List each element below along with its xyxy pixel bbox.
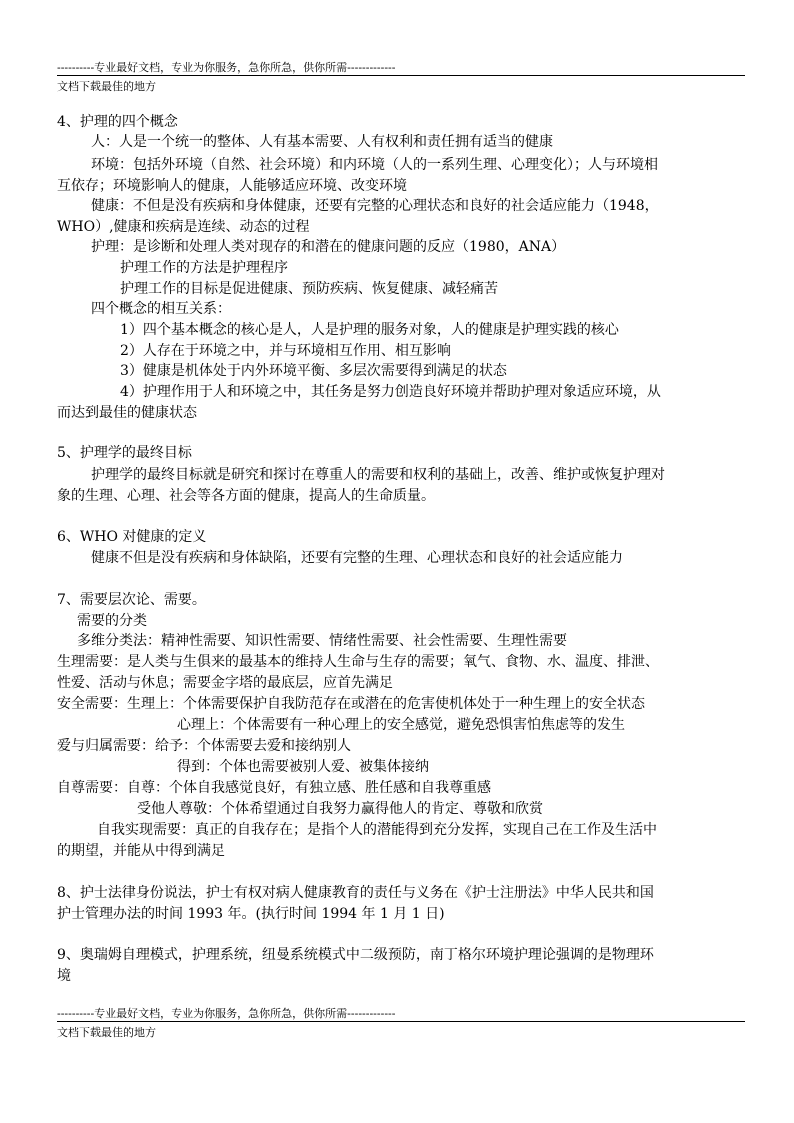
section-4-title: 4、护理的四个概念	[57, 114, 178, 130]
section-9-line1: 9、奥瑞姆自理模式，护理系统，纽曼系统模式中二级预防，南丁格尔环境护理论强调的是物理环	[57, 947, 654, 963]
esteem-needs-others: 受他人尊敬：个体希望通过自我努力赢得他人的肯定、尊敬和欣赏	[137, 801, 543, 817]
section-7-title: 7、需要层次论、需要。	[57, 592, 206, 608]
footer-banner: ----------专业最好文档，专业为你服务，急你所急，供你所需-------------	[57, 1007, 396, 1020]
relations-heading: 四个概念的相互关系：	[91, 301, 231, 317]
concept-environment-line1: 环境：包括外环境（自然、社会环境）和内环境（人的一系列生理、心理变化）；人与环境相	[91, 157, 658, 173]
section-8-line2: 护士管理办法的时间 1993 年。(执行时间 1994 年 1 月 1 日)	[57, 906, 445, 922]
nursing-method: 护理工作的方法是护理程序	[120, 260, 288, 276]
header-banner: ----------专业最好文档，专业为你服务，急你所急，供你所需-------------	[57, 61, 396, 74]
love-belonging-give: 爱与归属需要：给予：个体需要去爱和接纳别人	[57, 738, 351, 754]
nursing-goal: 护理工作的目标是促进健康、预防疾病、恢复健康、减轻痛苦	[120, 281, 498, 297]
concept-nursing: 护理：是诊断和处理人类对现存的和潜在的健康问题的反应（1980，ANA）	[91, 239, 566, 255]
relation-item-4-line2: 而达到最佳的健康状态	[57, 405, 197, 421]
section-5-title: 5、护理学的最终目标	[57, 445, 192, 461]
multi-dimension-classification: 多维分类法：精神性需要、知识性需要、情绪性需要、社会性需要、生理性需要	[77, 633, 567, 649]
section-5-para-line2: 象的生理、心理、社会等各方面的健康，提高人的生命质量。	[57, 488, 435, 504]
concept-health-line2: WHO）,健康和疾病是连续、动态的过程	[57, 219, 310, 235]
section-6-title: 6、WHO 对健康的定义	[57, 529, 207, 545]
needs-classification: 需要的分类	[77, 613, 147, 629]
esteem-needs-self: 自尊需要：自尊：个体自我感觉良好，有独立感、胜任感和自我尊重感	[57, 780, 491, 796]
footer-rule	[57, 1021, 745, 1022]
relation-item-3: 3）健康是机体处于内外环境平衡、多层次需要得到满足的状态	[120, 363, 507, 379]
section-5-para-line1: 护理学的最终目标就是研究和探讨在尊重人的需要和权利的基础上，改善、维护或恢复护理对	[91, 467, 665, 483]
section-9-line2: 境	[57, 968, 71, 984]
safety-needs-physical: 安全需要：生理上：个体需要保护自我防范存在或潜在的危害使机体处于一种生理上的安全状态	[57, 696, 645, 712]
relation-item-1: 1）四个基本概念的核心是人，人是护理的服务对象，人的健康是护理实践的核心	[120, 322, 619, 338]
section-8-line1: 8、护士法律身份说法，护士有权对病人健康教育的责任与义务在《护士注册法》中华人民共和国	[57, 885, 654, 901]
concept-person: 人：人是一个统一的整体、人有基本需要、人有权利和责任拥有适当的健康	[91, 134, 553, 150]
self-actualization-line1: 自我实现需要：真正的自我存在；是指个人的潜能得到充分发挥，实现自己在工作及生活中	[97, 822, 657, 838]
relation-item-4-line1: 4）护理作用于人和环境之中，其任务是努力创造良好环境并帮助护理对象适应环境，从	[120, 384, 661, 400]
footer-subtitle: 文档下载最佳的地方	[57, 1026, 156, 1039]
header-rule	[57, 75, 745, 76]
physiological-needs-line1: 生理需要：是人类与生俱来的最基本的维持人生命与生存的需要；氧气、食物、水、温度、排泄、	[57, 654, 659, 670]
self-actualization-line2: 的期望，并能从中得到满足	[57, 843, 225, 859]
concept-health-line1: 健康：不但是没有疾病和身体健康，还要有完整的心理状态和良好的社会适应能力（1948，	[91, 198, 659, 214]
header-subtitle: 文档下载最佳的地方	[57, 80, 156, 93]
section-6-para: 健康不但是没有疾病和身体缺陷，还要有完整的生理、心理状态和良好的社会适应能力	[91, 550, 623, 566]
concept-environment-line2: 互依存；环境影响人的健康，人能够适应环境、改变环境	[57, 178, 407, 194]
relation-item-2: 2）人存在于环境之中，并与环境相互作用、相互影响	[120, 343, 451, 359]
safety-needs-psychological: 心理上：个体需要有一种心理上的安全感觉，避免恐惧害怕焦虑等的发生	[177, 717, 625, 733]
physiological-needs-line2: 性爱、活动与休息；需要金字塔的最底层，应首先满足	[57, 675, 393, 691]
love-belonging-receive: 得到：个体也需要被别人爱、被集体接纳	[177, 759, 429, 775]
